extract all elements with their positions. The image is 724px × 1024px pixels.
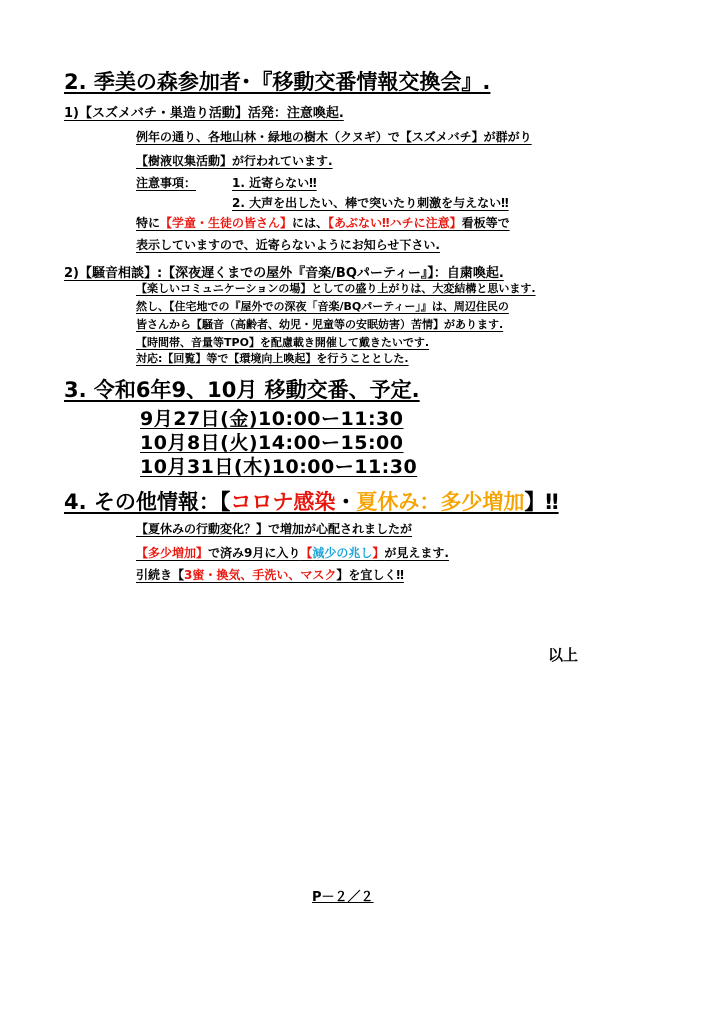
closing-mark: 以上 (548, 646, 579, 664)
item-1-line-6: 表示していますので、近寄らないようにお知らせ下さい. (136, 238, 440, 252)
page-number: P－２／２ (312, 890, 374, 905)
highlight-summer: 夏休み：多少増加 (356, 490, 525, 514)
section-4-line-3 (136, 566, 404, 583)
heading-segment: ・ (335, 490, 357, 514)
highlight-bee-warning: 【あぶない‼ハチに注意】 (328, 216, 462, 230)
heading-segment: 4. その他情報：【 (64, 490, 231, 514)
item-2-line-5: 対応:【回覧】等で【環境向上喚起】を行うこととした. (136, 352, 409, 365)
text-segment: 特に (136, 216, 161, 230)
text-segment: が見えます. (384, 546, 449, 560)
highlight-precautions: 3蜜・換気、手洗い、マスク (184, 568, 337, 582)
notice-item-2: 2. 大声を出したい、棒で突いたり刺激を与えない‼ (232, 196, 509, 210)
highlight-covid: コロナ感染 (230, 490, 336, 514)
text-segment: で済み9月に入り (208, 546, 301, 560)
schedule-date-2: 10月8日(火)14:00ー15:00 (140, 432, 404, 454)
schedule-date-3: 10月31日(木)10:00ー11:30 (140, 456, 418, 478)
section-4-line-1: 【夏休みの行動変化？】で増加が心配されましたが (136, 522, 413, 536)
text-segment: 】を宜しく‼ (336, 568, 404, 582)
text-segment: 看板等で (461, 216, 510, 230)
highlight-slight-increase: 【多少増加】 (136, 546, 209, 560)
heading-segment: 】‼ (524, 490, 559, 514)
item-1-line-2: 【樹液収集活動】が行われています. (136, 154, 333, 168)
notice-label: 注意事項： (136, 176, 197, 190)
highlight-decrease-sign: 減少の兆し (312, 546, 373, 560)
item-2-title: 2)【騒音相談】:【深夜遅くまでの屋外『音楽/BQパーティー』】：自粛喚起. (64, 266, 504, 281)
section-2-heading: 2. 季美の森参加者･『移動交番情報交換会』. (64, 70, 491, 94)
schedule-date-1: 9月27日(金)10:00ー11:30 (140, 408, 404, 430)
notice-item-1: 1. 近寄らない‼ (232, 176, 317, 190)
item-2-line-3: 皆さんから【騒音（高齢者、幼児・児童等の安眠妨害）苦情】があります. (136, 318, 504, 331)
item-2-line-2: 然し、【住宅地での『屋外での深夜「音楽/BQパーティー」』は、周辺住民の (136, 300, 509, 313)
item-2-line-4: 【時間帯、音量等TPO】を配慮載き開催して戴きたいです. (136, 336, 430, 349)
item-1-line-5 (136, 214, 510, 231)
bracket: 【 (300, 546, 313, 560)
item-2-line-1: 【楽しいコミュニケーションの場】としての盛り上がりは、大変結構と思います. (136, 282, 536, 295)
section-4-line-2 (136, 544, 449, 561)
text-segment: には、 (292, 216, 329, 230)
section-4-heading (64, 486, 559, 516)
item-1-title: 1)【スズメバチ・巣造り活動】活発：注意喚起. (64, 106, 344, 121)
item-1-line-1: 例年の通り、各地山林・緑地の樹木（クヌギ）で【スズメバチ】が群がり (136, 130, 532, 144)
highlight-students: 【学童・生徒の皆さん】 (160, 216, 293, 230)
bracket: 】 (372, 546, 385, 560)
text-segment: 引続き【 (136, 568, 185, 582)
section-3-heading: 3. 令和6年9、10月 移動交番、予定. (64, 378, 420, 402)
